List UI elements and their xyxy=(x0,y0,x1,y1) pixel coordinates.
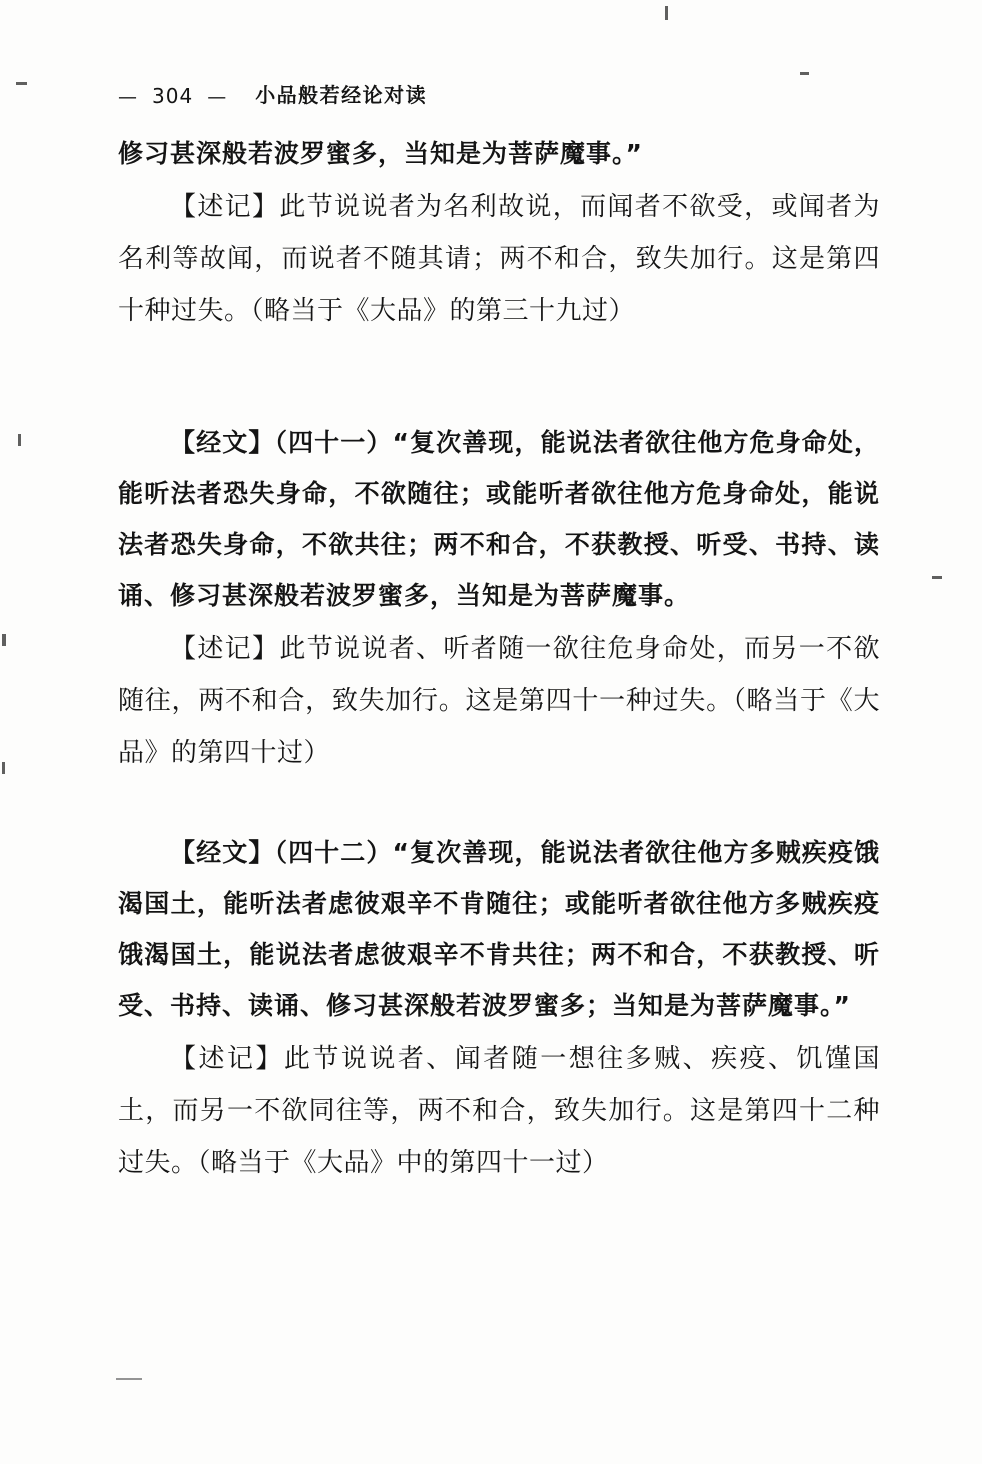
scan-mark-left-lower2 xyxy=(2,762,5,774)
section-spacer-2 xyxy=(118,781,880,827)
scan-mark-left-upper xyxy=(16,82,27,85)
page-number: 304 xyxy=(152,84,194,108)
scan-mark-top-right xyxy=(800,72,809,75)
commentary-paragraph-42: 【述记】此节说说者、闻者随一想往多贼、疾疫、饥馑国土，而另一不欲同往等，两不和合，致失加行。这是第四十二种过失。（略当于《大品》中的第四十一过） xyxy=(118,1044,880,1178)
header-dash-right: — xyxy=(207,86,228,108)
scan-mark-left-mid xyxy=(18,434,21,446)
page-header xyxy=(118,78,878,108)
sutra-paragraph-41: 【经文】（四十一）“复次善现，能说法者欲往他方危身命处，能听法者恐失身命，不欲随往；或能听者欲往他方危身命处，能说法者恐失身命，不欲共往；两不和合，不获教授、听受、书持、读诵、修习甚深般若波罗蜜多，当知是为菩萨魔事。 xyxy=(118,428,880,610)
section-spacer-1 xyxy=(118,339,880,417)
scan-mark-top xyxy=(665,6,668,20)
scan-mark-left-lower xyxy=(2,634,6,646)
commentary-paragraph-41: 【述记】此节说说者、听者随一欲往危身命处，而另一不欲随往，两不和合，致失加行。这是第四十一种过失。（略当于《大品》的第四十过） xyxy=(118,634,880,768)
page-body xyxy=(118,128,880,1191)
scan-mark-right-mid xyxy=(932,576,942,579)
scan-mark-bottom xyxy=(116,1378,142,1380)
sutra-paragraph-42: 【经文】（四十二）“复次善现，能说法者欲往他方多贼疾疫饿渴国土，能听法者虑彼艰辛不肯随往；或能听者欲往他方多贼疾疫饿渴国土，能说法者虑彼艰辛不肯共往；两不和合，不获教授、听受、书持、读诵、修习甚深般若波罗蜜多；当知是为菩萨魔事。” xyxy=(118,838,880,1020)
commentary-paragraph-40: 【述记】此节说说者为名利故说，而闻者不欲受，或闻者为名利等故闻，而说者不随其请；两不和合，致失加行。这是第四十种过失。（略当于《大品》的第三十九过） xyxy=(118,192,880,326)
header-dash-left: — xyxy=(118,86,138,108)
running-title: 小品般若经论对读 xyxy=(255,83,428,107)
sutra-paragraph-continued: 修习甚深般若波罗蜜多，当知是为菩萨魔事。” xyxy=(118,139,643,168)
